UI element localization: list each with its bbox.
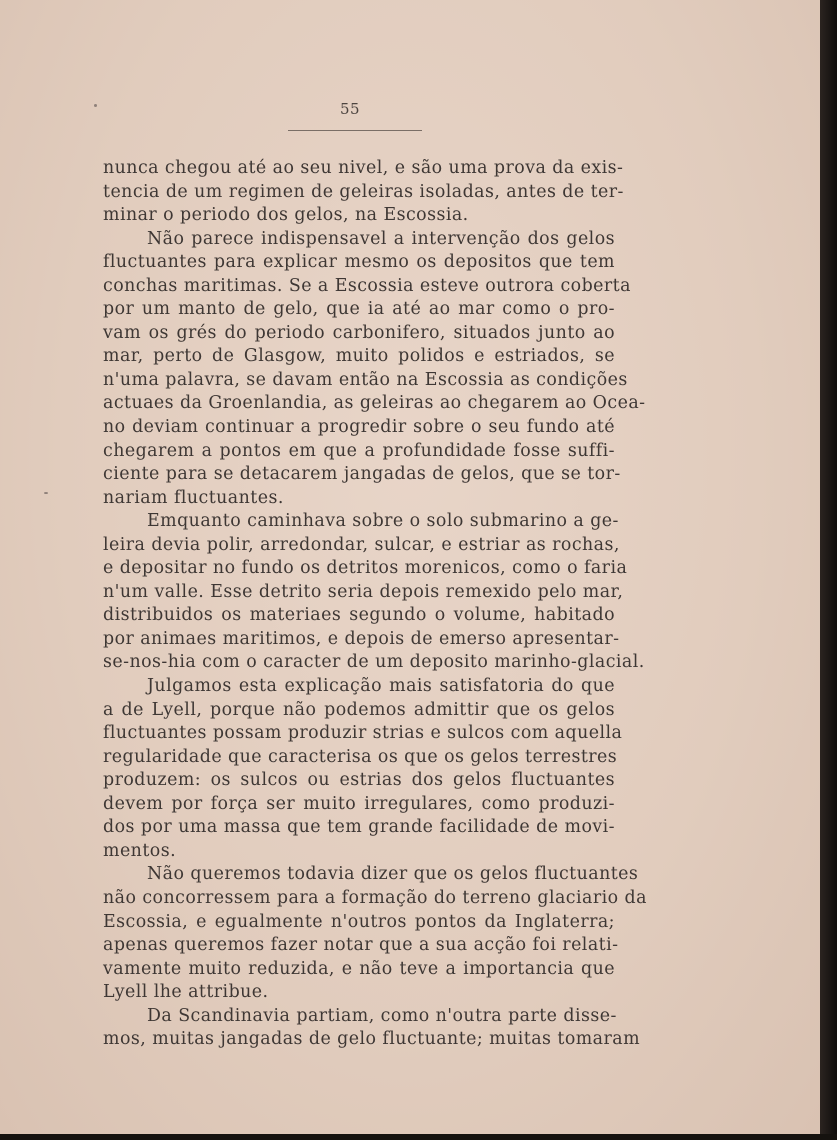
text-line: n'um valle. Esse detrito seria depois remexido pelo mar, (103, 581, 624, 602)
paper-speck (44, 492, 48, 494)
text-line: por animaes maritimos, e depois de emerso apresentar- (103, 628, 620, 649)
text-line: n'uma palavra, se davam então na Escossia as condições (103, 369, 628, 390)
text-line: regularidade que caracterisa os que os gelos terrestres (103, 746, 618, 767)
page-number: 55 (339, 100, 361, 118)
text-line: mar, perto de Glasgow, muito polidos e estriados, se (103, 346, 615, 367)
text-line: Emquanto caminhava sobre o solo submarino a ge- (147, 511, 619, 532)
text-line: ciente para se detacarem jangadas de gelos, que se tor- (103, 464, 621, 485)
body-text (103, 157, 647, 1052)
text-line: nunca chegou até ao seu nivel, e são uma prova da exis- (103, 158, 624, 178)
text-line: mos, muitas jangadas de gelo fluctuante; muitas tomaram (103, 1029, 641, 1050)
text-line: nariam fluctuantes. (103, 487, 284, 508)
text-line: a de Lyell, porque não podemos admittir que os gelos (103, 699, 615, 720)
text-line: apenas queremos fazer notar que a sua acção foi relati- (103, 935, 619, 956)
text-line: minar o periodo dos gelos, na Escossia. (103, 205, 469, 226)
text-line: não concorressem para a formação do terreno glaciario da (103, 887, 647, 908)
text-line: e depositar no fundo os detritos morenicos, como o faria (103, 558, 628, 579)
text-line: Não queremos todavia dizer que os gelos fluctuantes (147, 864, 639, 885)
paper-speck (94, 104, 97, 107)
text-line: tencia de um regimen de geleiras isoladas, antes de ter- (103, 181, 624, 202)
text-line: vamente muito reduzida, e não teve a importancia que (103, 958, 615, 979)
text-line: Da Scandinavia partiam, como n'outra parte disse- (147, 1005, 617, 1026)
text-line: devem por força ser muito irregulares, como produzi- (103, 793, 615, 814)
text-line: actuaes da Groenlandia, as geleiras ao chegarem ao Ocea- (103, 393, 646, 414)
text-line: mentos. (103, 840, 177, 861)
page-edge-shadow (820, 0, 837, 1140)
text-line: Julgamos esta explicação mais satisfatoria do que (147, 676, 615, 697)
text-line: se-nos-hia com o caracter de um deposito marinho-glacial. (103, 652, 645, 673)
text-line: fluctuantes possam produzir strias e sulcos com aquella (103, 723, 623, 744)
text-line: Não parece indispensavel a intervenção dos gelos (147, 228, 615, 249)
page-edge-bottom (0, 1134, 837, 1140)
text-line: Escossia, e egualmente n'outros pontos da Inglaterra; (103, 911, 615, 932)
text-line: distribuidos os materiaes segundo o volume, habitado (103, 605, 615, 626)
text-line: chegarem a pontos em que a profundidade fosse suffi- (103, 440, 615, 461)
text-line: vam os grés do periodo carbonifero, situados junto ao (103, 322, 615, 343)
text-line: fluctuantes para explicar mesmo os depositos que tem (103, 252, 615, 273)
text-line: Lyell lhe attribue. (103, 982, 269, 1003)
text-line: no deviam continuar a progredir sobre o seu fundo até (103, 417, 615, 438)
text-line: dos por uma massa que tem grande facilidade de movi- (103, 817, 615, 838)
text-line: produzem: os sulcos ou estrias dos gelos fluctuantes (103, 770, 615, 791)
text-line: conchas maritimas. Se a Escossia esteve outrora coberta (103, 275, 631, 296)
header-rule (288, 130, 422, 131)
text-line: leira devia polir, arredondar, sulcar, e estriar as rochas, (103, 534, 620, 555)
text-line: por um manto de gelo, que ia até ao mar como o pro- (103, 299, 615, 320)
